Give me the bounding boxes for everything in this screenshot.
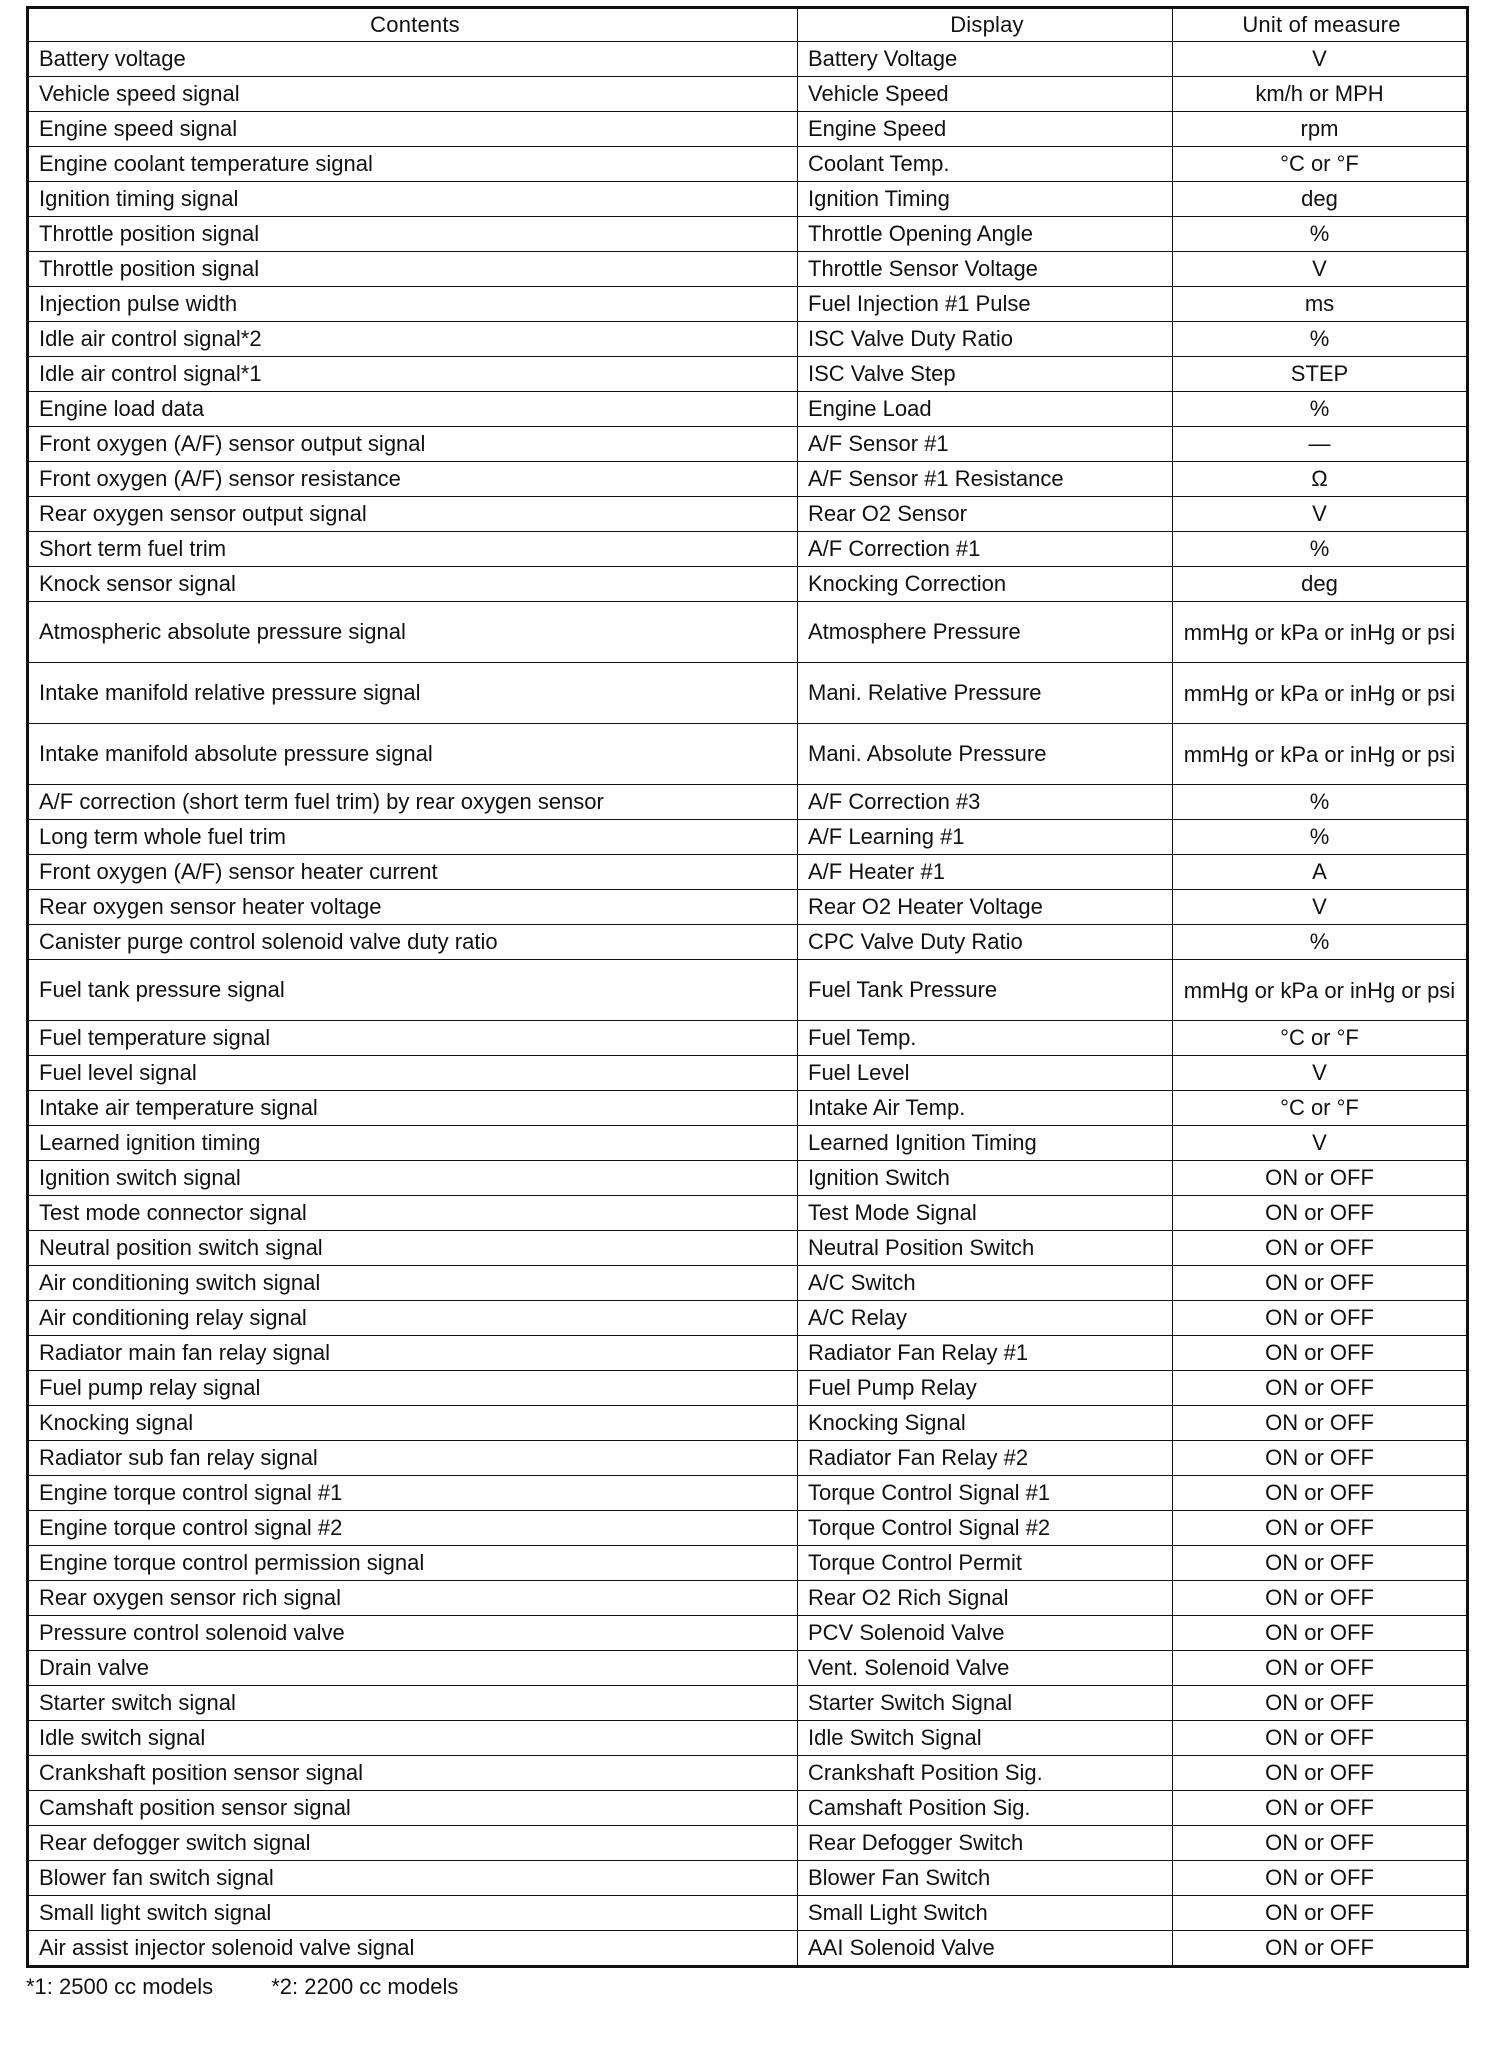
cell-display: Mani. Relative Pressure xyxy=(798,663,1173,724)
cell-display: A/F Sensor #1 xyxy=(798,427,1173,462)
cell-unit: ON or OFF xyxy=(1173,1301,1468,1336)
cell-display: Rear O2 Heater Voltage xyxy=(798,890,1173,925)
table-row xyxy=(28,252,1468,287)
cell-contents: Engine torque control signal #1 xyxy=(28,1476,798,1511)
cell-contents: Vehicle speed signal xyxy=(28,77,798,112)
cell-contents: Ignition switch signal xyxy=(28,1161,798,1196)
cell-display: A/F Learning #1 xyxy=(798,820,1173,855)
cell-contents: Air conditioning switch signal xyxy=(28,1266,798,1301)
table-row xyxy=(28,1266,1468,1301)
table-row xyxy=(28,217,1468,252)
cell-display: A/C Relay xyxy=(798,1301,1173,1336)
cell-contents: Knock sensor signal xyxy=(28,567,798,602)
table-row xyxy=(28,1231,1468,1266)
table-row xyxy=(28,1581,1468,1616)
cell-unit: % xyxy=(1173,392,1468,427)
cell-display: Torque Control Permit xyxy=(798,1546,1173,1581)
cell-unit: ON or OFF xyxy=(1173,1686,1468,1721)
cell-unit: V xyxy=(1173,252,1468,287)
cell-contents: Idle air control signal*1 xyxy=(28,357,798,392)
cell-unit: ON or OFF xyxy=(1173,1896,1468,1931)
cell-unit: ON or OFF xyxy=(1173,1441,1468,1476)
table-row xyxy=(28,855,1468,890)
cell-unit: % xyxy=(1173,785,1468,820)
cell-contents: Intake manifold absolute pressure signal xyxy=(28,724,798,785)
table-row xyxy=(28,1546,1468,1581)
cell-contents: Engine torque control signal #2 xyxy=(28,1511,798,1546)
cell-contents: Small light switch signal xyxy=(28,1896,798,1931)
cell-unit: ON or OFF xyxy=(1173,1266,1468,1301)
cell-contents: Engine speed signal xyxy=(28,112,798,147)
footnote-1: *1: 2500 cc models xyxy=(26,1974,214,1999)
table-row xyxy=(28,462,1468,497)
cell-unit: % xyxy=(1173,217,1468,252)
table-row xyxy=(28,1371,1468,1406)
table-row xyxy=(28,1896,1468,1931)
cell-unit: V xyxy=(1173,890,1468,925)
cell-unit: V xyxy=(1173,1126,1468,1161)
table-row xyxy=(28,392,1468,427)
table-row xyxy=(28,1406,1468,1441)
cell-display: Idle Switch Signal xyxy=(798,1721,1173,1756)
cell-display: Rear O2 Rich Signal xyxy=(798,1581,1173,1616)
cell-unit: ON or OFF xyxy=(1173,1756,1468,1791)
cell-unit: ON or OFF xyxy=(1173,1721,1468,1756)
table-row xyxy=(28,182,1468,217)
cell-display: Throttle Sensor Voltage xyxy=(798,252,1173,287)
cell-unit: ON or OFF xyxy=(1173,1196,1468,1231)
cell-display: A/F Correction #1 xyxy=(798,532,1173,567)
table-header-row xyxy=(28,8,1468,42)
table-row xyxy=(28,820,1468,855)
table-row xyxy=(28,1091,1468,1126)
cell-contents: Front oxygen (A/F) sensor heater current xyxy=(28,855,798,890)
table-row xyxy=(28,960,1468,1021)
cell-unit: V xyxy=(1173,42,1468,77)
cell-display: Fuel Injection #1 Pulse xyxy=(798,287,1173,322)
table-row xyxy=(28,1721,1468,1756)
cell-display: Radiator Fan Relay #1 xyxy=(798,1336,1173,1371)
cell-unit: STEP xyxy=(1173,357,1468,392)
cell-display: Starter Switch Signal xyxy=(798,1686,1173,1721)
table-row xyxy=(28,497,1468,532)
cell-unit: mmHg or kPa or inHg or psi xyxy=(1173,960,1468,1021)
cell-contents: Fuel level signal xyxy=(28,1056,798,1091)
cell-unit: mmHg or kPa or inHg or psi xyxy=(1173,724,1468,785)
cell-unit: ON or OFF xyxy=(1173,1406,1468,1441)
table-row xyxy=(28,147,1468,182)
cell-display: Rear Defogger Switch xyxy=(798,1826,1173,1861)
cell-contents: Knocking signal xyxy=(28,1406,798,1441)
cell-contents: Crankshaft position sensor signal xyxy=(28,1756,798,1791)
cell-unit: °C or °F xyxy=(1173,1021,1468,1056)
cell-unit: % xyxy=(1173,322,1468,357)
table-row xyxy=(28,1791,1468,1826)
cell-contents: Rear oxygen sensor rich signal xyxy=(28,1581,798,1616)
cell-display: A/F Correction #3 xyxy=(798,785,1173,820)
table-row xyxy=(28,1021,1468,1056)
cell-display: A/F Sensor #1 Resistance xyxy=(798,462,1173,497)
cell-display: Small Light Switch xyxy=(798,1896,1173,1931)
cell-unit: °C or °F xyxy=(1173,1091,1468,1126)
table-row xyxy=(28,890,1468,925)
cell-contents: A/F correction (short term fuel trim) by rear oxygen sensor xyxy=(28,785,798,820)
footnote-2: *2: 2200 cc models xyxy=(271,1974,459,1999)
cell-display: CPC Valve Duty Ratio xyxy=(798,925,1173,960)
cell-contents: Engine coolant temperature signal xyxy=(28,147,798,182)
table-row xyxy=(28,1511,1468,1546)
cell-unit: % xyxy=(1173,820,1468,855)
cell-contents: Injection pulse width xyxy=(28,287,798,322)
table-row xyxy=(28,1861,1468,1896)
table-row xyxy=(28,427,1468,462)
cell-unit: — xyxy=(1173,427,1468,462)
cell-display: Camshaft Position Sig. xyxy=(798,1791,1173,1826)
cell-contents: Blower fan switch signal xyxy=(28,1861,798,1896)
cell-contents: Air assist injector solenoid valve signal xyxy=(28,1931,798,1967)
cell-unit: ON or OFF xyxy=(1173,1161,1468,1196)
table-row xyxy=(28,1826,1468,1861)
cell-unit: °C or °F xyxy=(1173,147,1468,182)
table-row xyxy=(28,1126,1468,1161)
table-row xyxy=(28,112,1468,147)
cell-display: PCV Solenoid Valve xyxy=(798,1616,1173,1651)
cell-display: Test Mode Signal xyxy=(798,1196,1173,1231)
cell-display: Crankshaft Position Sig. xyxy=(798,1756,1173,1791)
cell-unit: mmHg or kPa or inHg or psi xyxy=(1173,663,1468,724)
cell-contents: Radiator main fan relay signal xyxy=(28,1336,798,1371)
cell-unit: ON or OFF xyxy=(1173,1581,1468,1616)
cell-unit: mmHg or kPa or inHg or psi xyxy=(1173,602,1468,663)
cell-unit: ON or OFF xyxy=(1173,1931,1468,1967)
cell-contents: Test mode connector signal xyxy=(28,1196,798,1231)
header-display: Display xyxy=(798,8,1173,42)
cell-display: ISC Valve Step xyxy=(798,357,1173,392)
table-row xyxy=(28,1616,1468,1651)
table-row xyxy=(28,1056,1468,1091)
cell-display: Blower Fan Switch xyxy=(798,1861,1173,1896)
cell-contents: Front oxygen (A/F) sensor output signal xyxy=(28,427,798,462)
data-display-table xyxy=(26,6,1469,1968)
cell-display: Intake Air Temp. xyxy=(798,1091,1173,1126)
cell-unit: Ω xyxy=(1173,462,1468,497)
cell-unit: ON or OFF xyxy=(1173,1371,1468,1406)
cell-contents: Long term whole fuel trim xyxy=(28,820,798,855)
cell-unit: rpm xyxy=(1173,112,1468,147)
table-row xyxy=(28,532,1468,567)
cell-display: ISC Valve Duty Ratio xyxy=(798,322,1173,357)
cell-contents: Throttle position signal xyxy=(28,217,798,252)
cell-display: Ignition Switch xyxy=(798,1161,1173,1196)
cell-display: Engine Load xyxy=(798,392,1173,427)
header-contents: Contents xyxy=(28,8,798,42)
cell-contents: Short term fuel trim xyxy=(28,532,798,567)
table-row xyxy=(28,1301,1468,1336)
table-row xyxy=(28,925,1468,960)
cell-unit: ON or OFF xyxy=(1173,1791,1468,1826)
table-row xyxy=(28,287,1468,322)
cell-unit: ON or OFF xyxy=(1173,1616,1468,1651)
cell-unit: deg xyxy=(1173,567,1468,602)
table-row xyxy=(28,42,1468,77)
table-row xyxy=(28,77,1468,112)
cell-contents: Throttle position signal xyxy=(28,252,798,287)
cell-display: Vehicle Speed xyxy=(798,77,1173,112)
cell-unit: ON or OFF xyxy=(1173,1651,1468,1686)
table-row xyxy=(28,1161,1468,1196)
cell-display: Fuel Level xyxy=(798,1056,1173,1091)
cell-display: Knocking Signal xyxy=(798,1406,1173,1441)
table-row xyxy=(28,602,1468,663)
cell-display: Fuel Pump Relay xyxy=(798,1371,1173,1406)
cell-display: Torque Control Signal #1 xyxy=(798,1476,1173,1511)
cell-unit: ON or OFF xyxy=(1173,1476,1468,1511)
table-row xyxy=(28,1756,1468,1791)
cell-contents: Camshaft position sensor signal xyxy=(28,1791,798,1826)
cell-unit: V xyxy=(1173,1056,1468,1091)
header-unit: Unit of measure xyxy=(1173,8,1468,42)
cell-contents: Atmospheric absolute pressure signal xyxy=(28,602,798,663)
cell-unit: ms xyxy=(1173,287,1468,322)
cell-contents: Radiator sub fan relay signal xyxy=(28,1441,798,1476)
cell-display: AAI Solenoid Valve xyxy=(798,1931,1173,1967)
table-body xyxy=(28,42,1468,1967)
table-row xyxy=(28,1196,1468,1231)
cell-display: Radiator Fan Relay #2 xyxy=(798,1441,1173,1476)
cell-contents: Rear oxygen sensor output signal xyxy=(28,497,798,532)
cell-display: Neutral Position Switch xyxy=(798,1231,1173,1266)
cell-contents: Starter switch signal xyxy=(28,1686,798,1721)
cell-display: A/F Heater #1 xyxy=(798,855,1173,890)
table-row xyxy=(28,1441,1468,1476)
cell-contents: Battery voltage xyxy=(28,42,798,77)
cell-unit: % xyxy=(1173,925,1468,960)
cell-display: Vent. Solenoid Valve xyxy=(798,1651,1173,1686)
table-row xyxy=(28,1336,1468,1371)
cell-contents: Air conditioning relay signal xyxy=(28,1301,798,1336)
cell-display: Engine Speed xyxy=(798,112,1173,147)
cell-contents: Learned ignition timing xyxy=(28,1126,798,1161)
cell-display: Knocking Correction xyxy=(798,567,1173,602)
cell-unit: ON or OFF xyxy=(1173,1511,1468,1546)
cell-contents: Engine load data xyxy=(28,392,798,427)
cell-unit: ON or OFF xyxy=(1173,1861,1468,1896)
table-row xyxy=(28,785,1468,820)
cell-display: Ignition Timing xyxy=(798,182,1173,217)
cell-contents: Intake manifold relative pressure signal xyxy=(28,663,798,724)
cell-contents: Idle air control signal*2 xyxy=(28,322,798,357)
cell-unit: % xyxy=(1173,532,1468,567)
cell-contents: Intake air temperature signal xyxy=(28,1091,798,1126)
cell-unit: deg xyxy=(1173,182,1468,217)
cell-unit: km/h or MPH xyxy=(1173,77,1468,112)
cell-display: A/C Switch xyxy=(798,1266,1173,1301)
cell-contents: Front oxygen (A/F) sensor resistance xyxy=(28,462,798,497)
cell-contents: Pressure control solenoid valve xyxy=(28,1616,798,1651)
cell-contents: Engine torque control permission signal xyxy=(28,1546,798,1581)
cell-contents: Neutral position switch signal xyxy=(28,1231,798,1266)
table-row xyxy=(28,1651,1468,1686)
cell-display: Atmosphere Pressure xyxy=(798,602,1173,663)
cell-contents: Fuel tank pressure signal xyxy=(28,960,798,1021)
cell-contents: Ignition timing signal xyxy=(28,182,798,217)
table-row xyxy=(28,1931,1468,1967)
cell-display: Mani. Absolute Pressure xyxy=(798,724,1173,785)
table-row xyxy=(28,322,1468,357)
cell-display: Coolant Temp. xyxy=(798,147,1173,182)
cell-unit: V xyxy=(1173,497,1468,532)
cell-contents: Rear oxygen sensor heater voltage xyxy=(28,890,798,925)
cell-contents: Idle switch signal xyxy=(28,1721,798,1756)
cell-display: Fuel Tank Pressure xyxy=(798,960,1173,1021)
cell-contents: Canister purge control solenoid valve duty ratio xyxy=(28,925,798,960)
cell-display: Torque Control Signal #2 xyxy=(798,1511,1173,1546)
table-row xyxy=(28,1686,1468,1721)
cell-unit: ON or OFF xyxy=(1173,1231,1468,1266)
cell-unit: ON or OFF xyxy=(1173,1336,1468,1371)
table-row xyxy=(28,663,1468,724)
cell-display: Throttle Opening Angle xyxy=(798,217,1173,252)
cell-display: Learned Ignition Timing xyxy=(798,1126,1173,1161)
footnotes xyxy=(26,1974,1466,2000)
cell-unit: ON or OFF xyxy=(1173,1826,1468,1861)
table-row xyxy=(28,567,1468,602)
cell-contents: Fuel pump relay signal xyxy=(28,1371,798,1406)
table-row xyxy=(28,1476,1468,1511)
cell-display: Battery Voltage xyxy=(798,42,1173,77)
cell-contents: Fuel temperature signal xyxy=(28,1021,798,1056)
cell-contents: Rear defogger switch signal xyxy=(28,1826,798,1861)
cell-contents: Drain valve xyxy=(28,1651,798,1686)
cell-unit: ON or OFF xyxy=(1173,1546,1468,1581)
table-row xyxy=(28,724,1468,785)
cell-unit: A xyxy=(1173,855,1468,890)
cell-display: Rear O2 Sensor xyxy=(798,497,1173,532)
cell-display: Fuel Temp. xyxy=(798,1021,1173,1056)
table-row xyxy=(28,357,1468,392)
document-page xyxy=(26,6,1466,2000)
